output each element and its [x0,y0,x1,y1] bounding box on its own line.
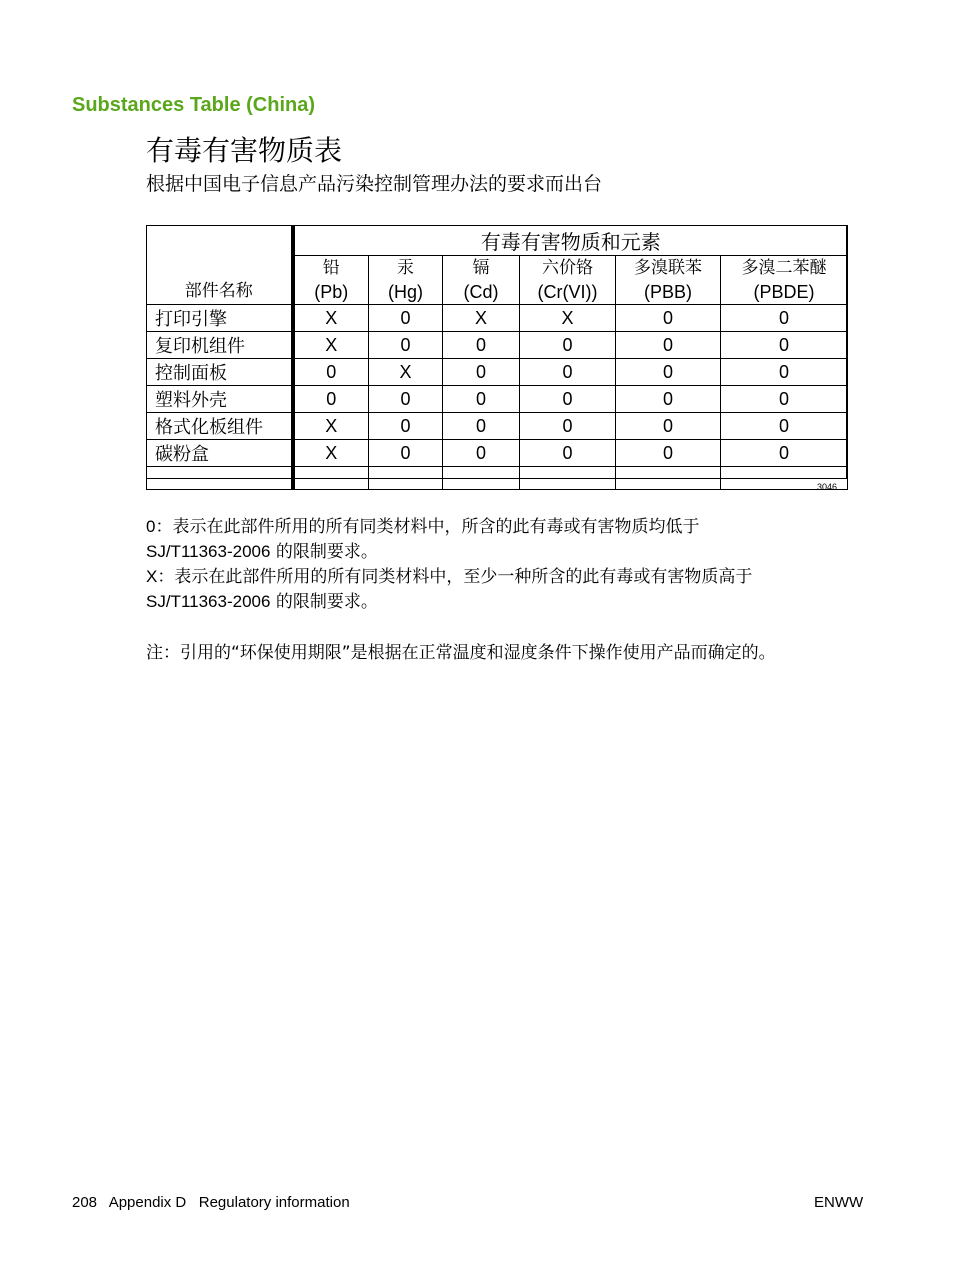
table-cell: 0 [443,386,520,413]
row-label: 复印机组件 [147,332,293,359]
table-cell: X [293,413,369,440]
table-cell: X [369,359,443,386]
column-header-symbol: (Hg) [388,282,423,302]
note-x-mark: X [146,567,158,586]
row-label-empty [147,467,293,490]
table-cell: 0 [520,440,616,467]
section-title: Substances Table (China) [72,94,316,116]
table-row [147,359,848,386]
table-cell: 0 [721,305,848,332]
table-cell: 0 [616,413,721,440]
table-cell: 0 [616,440,721,467]
note-zero-text: ：表示在此部件所用的所有同类材料中，所含的此有毒或有害物质均低于 [155,517,700,537]
row-label: 格式化板组件 [147,413,293,440]
table-row [147,413,848,440]
column-header-symbol: (Pb) [314,282,349,302]
note-zero-line-2 [146,537,378,562]
table-cell: 0 [293,359,369,386]
table-cell-empty [443,467,520,490]
table-cell: X [293,305,369,332]
table-cell-empty [369,467,443,490]
note-standard: SJ/T11363-2006 [146,542,271,561]
table-cell: 0 [520,359,616,386]
table-cell: 0 [369,440,443,467]
column-header-cn: 铅 [322,258,340,278]
column-header-symbol: (Cd) [463,282,499,302]
column-header-pb [293,256,369,305]
column-header-cn: 多溴二苯醚 [741,258,827,278]
row-label: 控制面板 [147,359,293,386]
table-cell: 0 [369,386,443,413]
column-header-cn: 多溴联苯 [634,258,702,278]
table-cell: 0 [721,440,848,467]
table-cell-empty [520,467,616,490]
note-remark: 注：引用的“环保使用期限”是根据在正常温度和湿度条件下操作使用产品而确定的。 [146,643,776,663]
column-header-pbb [616,256,721,305]
table-cell: 0 [616,386,721,413]
column-header-cn: 六价铬 [542,258,593,278]
table-subtitle-chinese: 根据中国电子信息产品污染控制管理办法的要求而出台 [146,173,603,195]
table-row-empty [147,467,848,490]
column-header-cn: 镉 [472,258,490,278]
table-cell: X [520,305,616,332]
table-row [147,440,848,467]
table-cell: 0 [369,332,443,359]
table-cell: 0 [721,332,848,359]
column-header-cr6 [520,256,616,305]
note-zero-mark: 0 [146,517,156,536]
note-x-line-2 [146,587,378,612]
row-label: 打印引擎 [147,305,293,332]
table-cell: 0 [721,359,848,386]
substances-table-frame [146,225,847,479]
table-cell: 0 [443,440,520,467]
note-x-text: ：表示在此部件所用的所有同类材料中，至少一种所含的此有毒或有害物质高于 [157,567,753,587]
table-cell: 0 [443,332,520,359]
row-label: 碳粉盒 [147,440,293,467]
table-cell: 0 [520,332,616,359]
column-header-symbol: (PBB) [643,282,692,302]
column-header-symbol: (Cr(VI)) [537,282,598,302]
column-header-hg [369,256,443,305]
table-cell: X [443,305,520,332]
table-row [147,332,848,359]
table-row [147,305,848,332]
note-x-line-1 [146,562,752,587]
column-header-cn: 汞 [397,258,414,278]
note-x-suffix: 的限制要求。 [270,592,378,612]
table-cell: 0 [616,359,721,386]
hazardous-substances-header: 有毒有害物质和元素 [293,226,848,256]
part-name-header: 部件名称 [147,226,293,305]
table-cell: 0 [369,413,443,440]
row-label: 塑料外壳 [147,386,293,413]
footer-page-info: 208 Appendix D Regulatory information [72,1194,350,1211]
table-cell: 0 [369,305,443,332]
table-cell: 0 [616,305,721,332]
table-cell: 0 [293,386,369,413]
table-cell: 0 [721,413,848,440]
table-cell: X [293,332,369,359]
substances-table [146,225,848,490]
column-header-symbol: (PBDE) [753,282,815,302]
table-cell-empty [293,467,369,490]
table-row [147,386,848,413]
table-cell-empty [616,467,721,490]
table-cell: 0 [520,413,616,440]
note-standard: SJ/T11363-2006 [146,592,271,611]
table-title-chinese: 有毒有害物质表 [146,134,343,167]
table-cell: 0 [520,386,616,413]
note-zero-suffix: 的限制要求。 [270,542,378,562]
table-cell: 0 [616,332,721,359]
table-cell: X [293,440,369,467]
column-header-pbde [721,256,848,305]
table-cell: 0 [443,359,520,386]
table-cell: 0 [721,386,848,413]
footer-locale-code: ENWW [814,1194,864,1211]
column-header-cd [443,256,520,305]
table-cell: 0 [443,413,520,440]
note-zero-line-1 [146,512,699,537]
figure-id: 3046 [817,482,838,492]
